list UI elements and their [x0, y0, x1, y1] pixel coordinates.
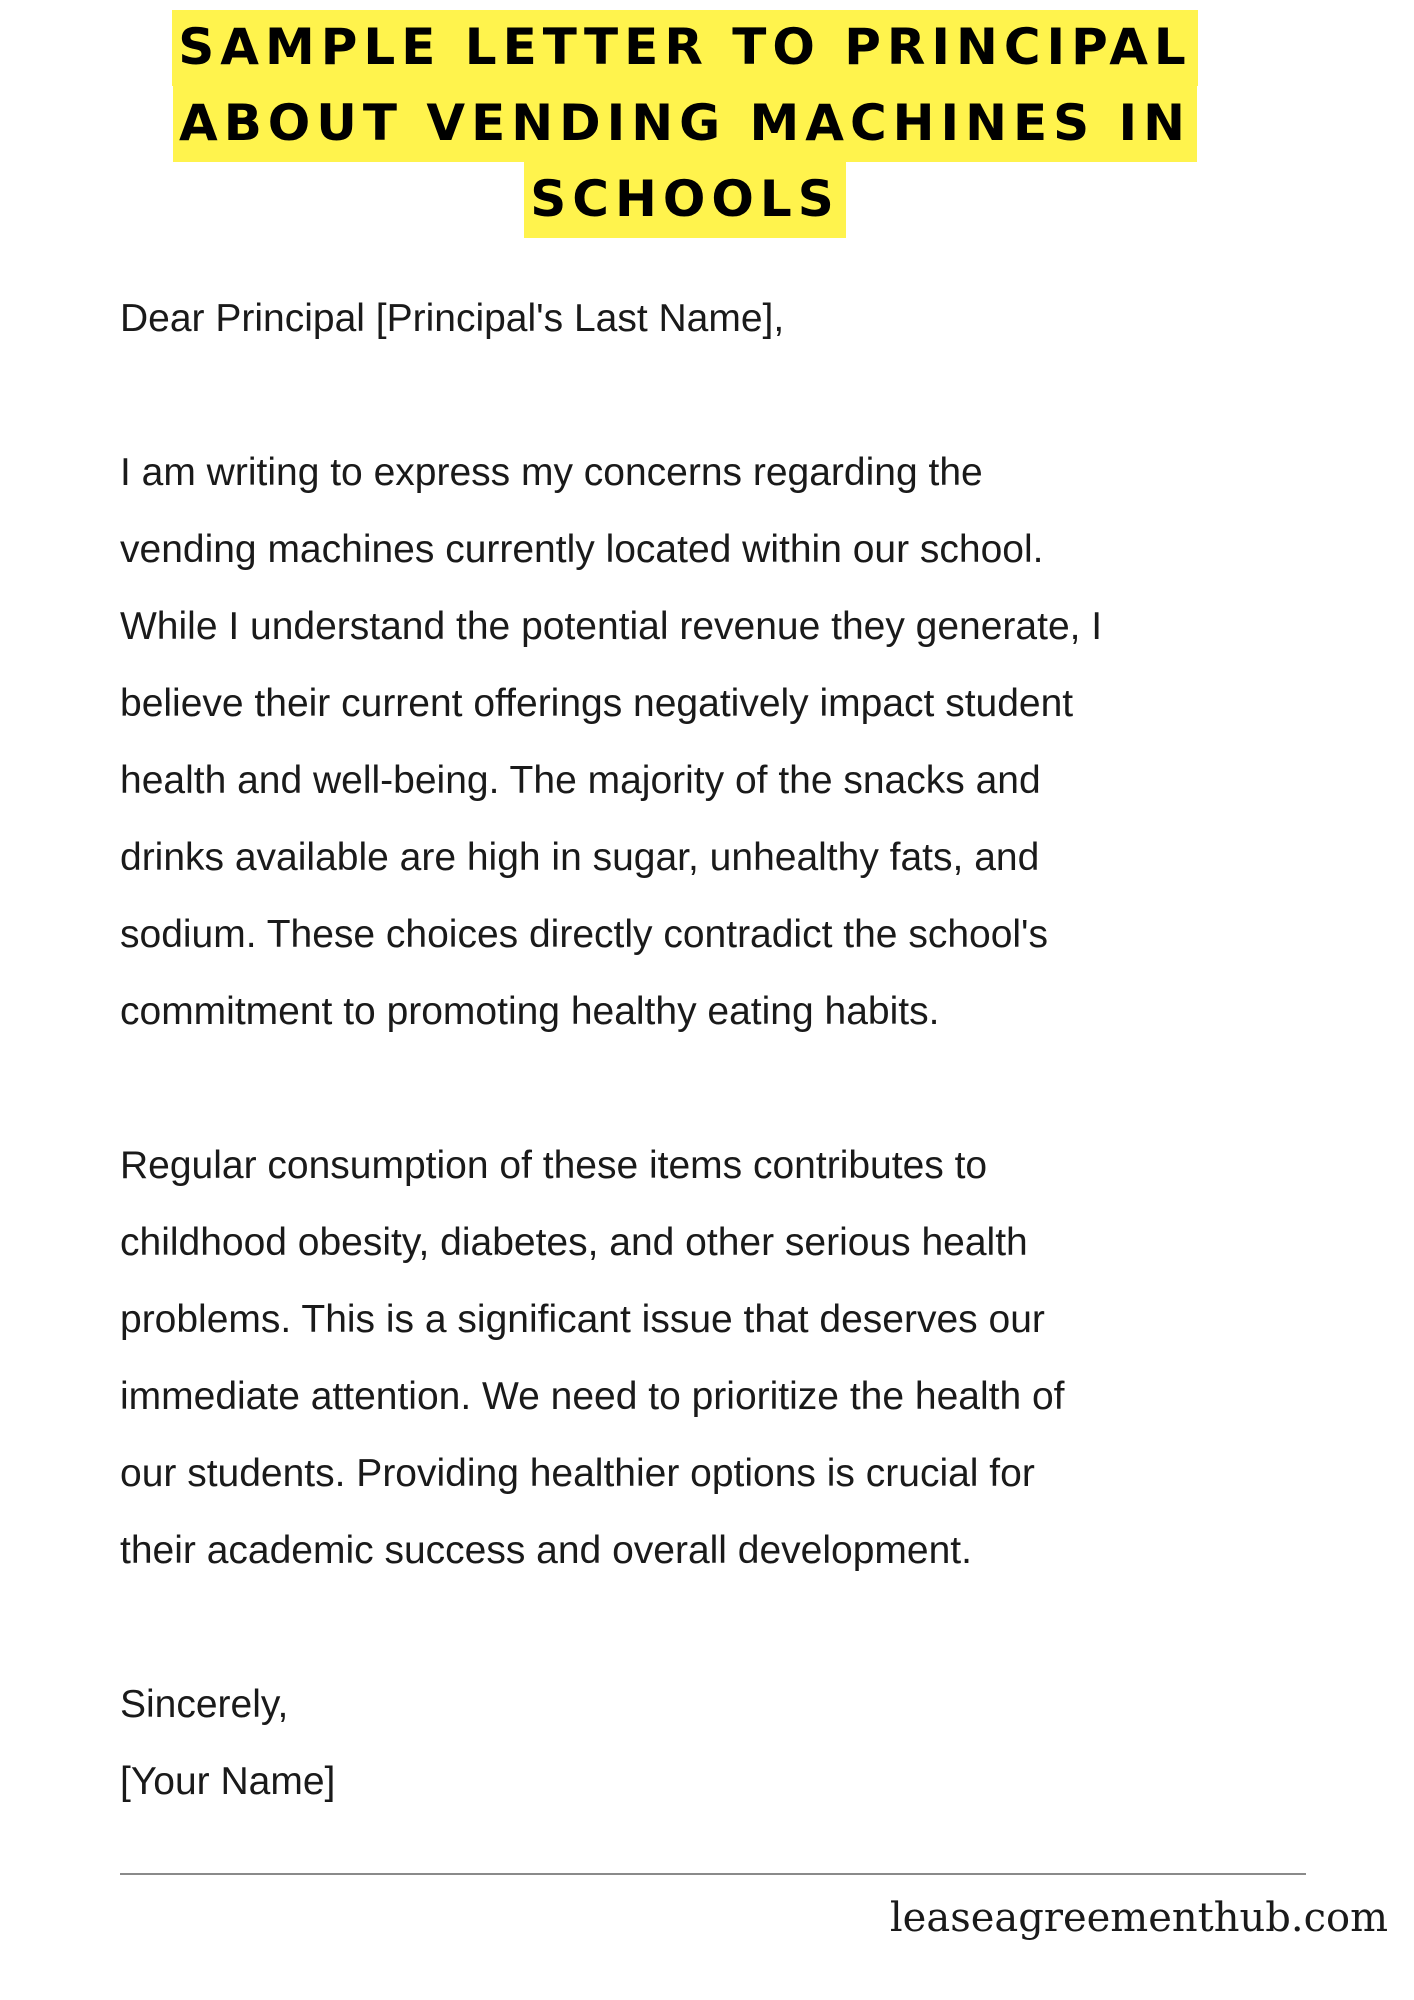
paragraph-2-line: our students. Providing healthier options is crucial for — [120, 1452, 1035, 1495]
paragraph-1-line: health and well-being. The majority of the snacks and — [120, 759, 1041, 802]
paragraph-1-line: commitment to promoting healthy eating habits. — [120, 990, 940, 1033]
paragraph-gap — [120, 357, 1340, 434]
paragraph-2-line: problems. This is a significant issue that deserves our — [120, 1298, 1045, 1341]
paragraph-2-line: Regular consumption of these items contributes to — [120, 1144, 988, 1187]
title-line-3: SCHOOLS — [524, 162, 845, 238]
signature-placeholder: [Your Name] — [120, 1760, 336, 1803]
footer-divider — [120, 1873, 1306, 1875]
paragraph-1-line: sodium. These choices directly contradict the school's — [120, 913, 1049, 956]
footer-site-name: leaseagreementhub.com — [889, 1895, 1388, 1941]
paragraph-2-line: childhood obesity, diabetes, and other serious health — [120, 1221, 1028, 1264]
paragraph-2-line: immediate attention. We need to prioritize the health of — [120, 1375, 1065, 1418]
salutation: Dear Principal [Principal's Last Name], — [120, 297, 785, 340]
paragraph-1-line: believe their current offerings negatively impact student — [120, 682, 1074, 725]
paragraph-1 — [120, 434, 1340, 1050]
paragraph-gap — [120, 1050, 1340, 1127]
paragraph-2-line: their academic success and overall development. — [120, 1529, 972, 1572]
letter-body — [120, 280, 1340, 1820]
paragraph-1-line: While I understand the potential revenue they generate, I — [120, 605, 1103, 648]
paragraph-gap — [120, 1589, 1340, 1666]
closing: Sincerely, — [120, 1683, 289, 1726]
title-line-1: SAMPLE LETTER TO PRINCIPAL — [172, 10, 1198, 86]
paragraph-1-line: drinks available are high in sugar, unhealthy fats, and — [120, 836, 1040, 879]
paragraph-1-line: vending machines currently located within our school. — [120, 528, 1044, 571]
paragraph-1-line: I am writing to express my concerns regarding the — [120, 451, 983, 494]
title-line-2: ABOUT VENDING MACHINES IN — [173, 86, 1197, 162]
document-title — [100, 10, 1270, 238]
paragraph-2 — [120, 1127, 1340, 1589]
